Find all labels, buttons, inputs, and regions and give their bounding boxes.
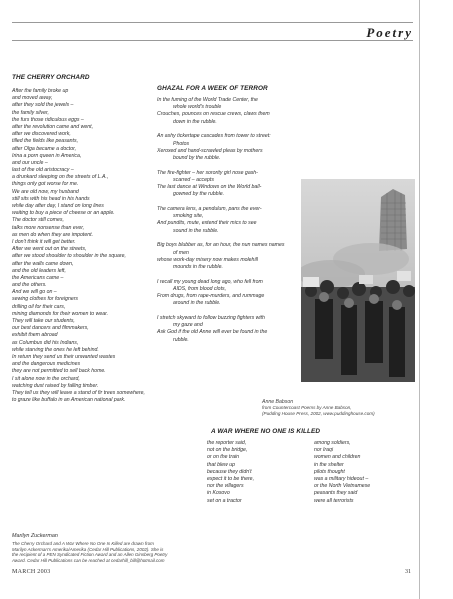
poem-line: in the shelter — [314, 461, 344, 468]
poem-line: tilled the fields like peasants, — [12, 138, 79, 145]
ghazal-credit — [262, 399, 375, 417]
poem-line: The camera lens, a pendulum, pans the ever- — [157, 206, 262, 213]
poem-line: pilots thought — [314, 468, 345, 475]
poem-line: watching dust raised by falling timber. — [12, 382, 99, 389]
poem-line: to graze like buffalo in an American national park. — [12, 397, 126, 404]
poem-line: things only got worse for me. — [12, 181, 79, 188]
poem-line: women and children — [314, 454, 361, 461]
section-title: Poetry — [366, 25, 413, 40]
poem-line: set on a tractor — [207, 497, 242, 504]
poem-line: and our uncle – — [12, 159, 48, 166]
poem-line: exhibit them abroad — [12, 332, 58, 339]
poem-line: and the dangerous medicines — [12, 361, 81, 368]
poem-line: and moved away, — [12, 95, 53, 102]
poem-line: and the others. — [12, 282, 47, 289]
poem-line: We are old now, my husband — [12, 188, 79, 195]
poem-body-war-col2 — [314, 440, 370, 505]
poem-line: after we discovered work, — [12, 131, 71, 138]
poem-line: They tell us they will leave a stand of fir trees somewhere, — [12, 389, 145, 396]
poem-line: gowned by the rubble. — [173, 191, 225, 198]
poem-line: nor the villagers — [207, 483, 244, 490]
poem-line: rubble. — [173, 336, 189, 343]
poem-line: or on the train — [207, 454, 240, 461]
poem-line: The fire-fighter – her sorority girl nose gash- — [157, 169, 258, 176]
stanza — [157, 242, 284, 271]
poem-line: my gaze and — [173, 322, 203, 329]
poem-body-cherry-orchard — [12, 88, 145, 404]
poem-line: In the fuming of the World Trade Center, the — [157, 97, 258, 103]
poem-line: were all terrorists — [314, 497, 354, 504]
bio-line: Marilyn Ackerman's Amerika/Amerika (Cedar Hill Publications, 2002). She is — [12, 546, 164, 552]
poem-line: after we stood shoulder to shoulder in the square, — [12, 253, 126, 260]
poem-line: Ask God if the old Anne will ever be found in the — [157, 329, 268, 336]
stanza — [157, 279, 284, 308]
credit-source: from Countercoast Poems by Anne Babson, — [262, 405, 352, 410]
poem-line: Irina a porn queen in America, — [12, 152, 82, 159]
poem-line: Crouches, pounces on rescue crews, claws them — [157, 111, 270, 118]
poem-line: that blew up — [207, 461, 235, 468]
poem-line: the family silver, — [12, 109, 49, 116]
poem-line: The last dance at Windows on the World ball- — [157, 184, 262, 191]
stanza — [157, 97, 284, 126]
poem-line: talks more nonsense than ever, — [12, 224, 85, 231]
poem-line: After we went out on the streets, — [12, 246, 87, 253]
poem-title-cherry-orchard: THE CHERRY ORCHARD — [12, 74, 90, 81]
page-number: 31 — [405, 569, 411, 575]
poem-line: peasants they said — [314, 490, 358, 497]
poem-line: smoking site, — [173, 213, 204, 220]
poem-line: They will take our students, — [12, 318, 75, 324]
poem-line: I stretch skyward to follow buzzing fighters with — [157, 315, 265, 322]
poem-line: mounds in the rubble. — [173, 263, 223, 270]
poem-line: as Columbus did his Indians, — [12, 339, 79, 346]
poem-line: Xeroxed and hand-scrawled pleas by mothers — [157, 147, 263, 154]
issue-date: MARCH 2003 — [12, 569, 51, 575]
bio-text — [12, 541, 167, 564]
poem-line: In return they send us their unwanted wastes — [12, 353, 116, 360]
poem-line: because they didn't — [207, 468, 252, 475]
poem-line: the furs those ridiculous eggs – — [12, 116, 84, 123]
poem-line: as men do when they are impotent. — [12, 231, 94, 238]
poem-line: drilling oil for their cars, — [12, 303, 66, 310]
poem-line: whose work-day misery now makes molehill — [157, 256, 258, 263]
poem-line: I recall my young dead long ago, who fell from — [157, 278, 263, 285]
credit-author: Anne Babson — [262, 399, 294, 405]
poem-line: in Kosovo — [207, 490, 230, 497]
poem-line: sewing clothes for foreigners — [12, 296, 79, 303]
poem-line: still sits with his head in his hands — [12, 195, 90, 202]
poem-line: After the family broke up — [12, 88, 69, 94]
poem-line: expect it to be there, — [207, 475, 255, 482]
poem-line: Photos — [173, 140, 190, 147]
poem-title-ghazal: GHAZAL FOR A WEEK OF TERROR — [157, 85, 268, 92]
poem-body-ghazal — [157, 97, 284, 351]
poem-line: down in the rubble. — [173, 118, 217, 125]
stanza — [157, 206, 284, 235]
poem-line: waiting to buy a piece of cheese or an apple. — [12, 210, 115, 217]
poem-line: not on the bridge, — [207, 447, 248, 454]
page-edge — [419, 0, 420, 599]
stanza — [157, 315, 284, 344]
poem-line: sound in the rubble. — [173, 227, 219, 234]
poem-line: and the old leaders left, — [12, 267, 66, 274]
poem-line: they are not permitted to sell back home. — [12, 368, 106, 375]
poem-line: of men — [173, 249, 189, 256]
protest-photo — [301, 179, 415, 382]
poem-line: mining diamonds for their women to wear. — [12, 310, 109, 317]
poem-line: a drunkard sleeping on the streets of L.A., — [12, 174, 109, 181]
poem-body-war-col1 — [207, 440, 254, 505]
poem-line: I sit alone now in the orchard, — [12, 375, 80, 382]
poem-line: whole world's trouble — [173, 104, 222, 111]
poem-line: AIDS, from blood clots, — [173, 285, 227, 292]
poem-line: among soldiers, — [314, 440, 351, 446]
poem-title-war: A WAR WHERE NO ONE IS KILLED — [211, 428, 321, 435]
poem-line: last of the old aristocracy – — [12, 167, 74, 174]
poem-line: around in the rubble. — [173, 300, 221, 307]
poem-line: after they sold the jewels – — [12, 102, 74, 109]
poem-line: scarred – accepts — [173, 176, 214, 183]
poem-line: after the walls came down, — [12, 260, 74, 267]
poem-line: nor Iraqi — [314, 447, 334, 454]
stanza — [157, 170, 284, 199]
poem-line: after the revolution came and went, — [12, 123, 94, 130]
bio-author-name: Marilyn Zuckerman — [12, 533, 58, 539]
poem-line: the reporter said, — [207, 440, 247, 446]
poem-line: And pundits, mute, extend their mics to see — [157, 220, 257, 227]
poem-line: while starving the ones he left behind. — [12, 346, 99, 353]
poem-line: or the North Vietnamese — [314, 483, 371, 490]
poem-line: An ashy tickertape cascades from tower to street: — [157, 133, 271, 140]
stanza — [157, 133, 284, 162]
bio-line: The Cherry Orchard and A War Where No One Is Killed are drawn from — [12, 540, 154, 546]
poem-line: Big boys blubber as, for an hour, the nun names names — [157, 242, 285, 249]
poem-line: our best dancers and filmmakers, — [12, 325, 89, 332]
poem-line: From drugs, from rape-murders, and rummage — [157, 293, 265, 300]
poem-line: after Olga became a doctor, — [12, 145, 77, 152]
poem-line: while day after day, I stand on long lines — [12, 203, 104, 209]
bio-line: Award. Cedar Hill Publications can be reached at cedarhill_bill@hotmail.com — [12, 558, 165, 564]
poem-line: The doctor still comes, — [12, 217, 64, 224]
poem-line: bound by the rubble. — [173, 154, 221, 161]
credit-publisher: (Pudding House Press, 2002, www.puddinghouse.com) — [262, 411, 375, 416]
poem-line: the Americans came – — [12, 274, 64, 281]
bio-line: the recipient of a PEN Syndicated Fiction Award and an Allen Ginsberg Poetry — [12, 552, 168, 558]
poem-line: was a military hideout – — [314, 475, 369, 482]
poem-line: And we will go on – — [12, 289, 57, 296]
poem-line: I don't think it will get better. — [12, 238, 76, 245]
author-bio — [12, 534, 167, 564]
header-rule — [12, 22, 413, 41]
